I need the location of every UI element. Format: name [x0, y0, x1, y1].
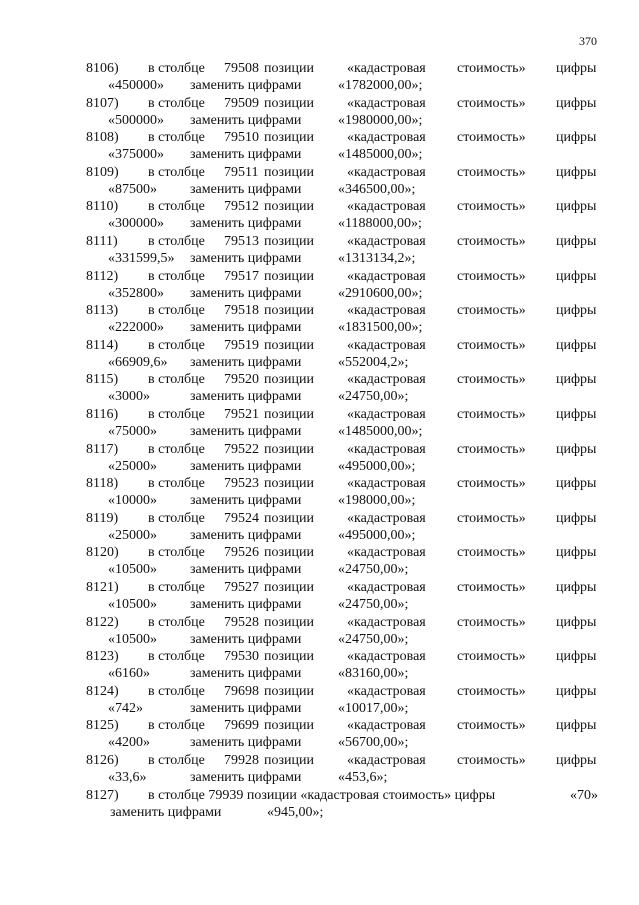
entry-number: 8108): [86, 130, 119, 146]
entry-replace-label: заменить цифрами: [190, 597, 302, 612]
entry-code: 79519: [224, 337, 259, 353]
entry-kadastr-label: «кадастровая: [347, 545, 426, 561]
entry-new-value: «24750,00»;: [338, 389, 409, 405]
entry-replace-label: заменить цифрами: [190, 216, 302, 232]
entry-new-value: «453,6»;: [338, 770, 388, 785]
entry-digits-label: цифры: [556, 303, 597, 319]
entry-in-column: в столбце: [148, 303, 205, 319]
entry-position-label: позиции: [264, 130, 314, 146]
entry-in-column: в столбце: [148, 580, 205, 595]
entry-stoimost-label: стоимость»: [457, 580, 526, 595]
entry-stoimost-label: стоимость»: [457, 718, 526, 734]
entry-in-column: в столбце: [148, 199, 205, 215]
entry-number: 8110): [86, 199, 119, 215]
entry-code: 79698: [224, 683, 259, 699]
entry-number: 8123): [86, 649, 119, 665]
entry-in-column: в столбце: [148, 510, 205, 526]
entry-replace-label: заменить цифрами: [190, 285, 302, 301]
entry-new-value: «495000,00»;: [338, 527, 416, 543]
entry-code: 79523: [224, 476, 259, 492]
entry-code: 79509: [224, 95, 259, 111]
entry-replace-label: заменить цифрами: [190, 112, 302, 128]
entry-in-column: в столбце: [148, 683, 205, 699]
entry-new-value: «2910600,00»;: [338, 285, 423, 301]
entry-code: 79517: [224, 268, 259, 284]
entry-stoimost-label: стоимость»: [457, 407, 526, 422]
amendment-entry: [0, 233, 639, 267]
entry-replace-label: заменить цифрами: [190, 458, 302, 474]
entry-old-value: «66909,6»: [108, 354, 168, 370]
amendment-entry: [0, 164, 639, 198]
amendment-entry: [0, 683, 639, 717]
entry-in-column: в столбце: [148, 372, 205, 388]
entry-digits-label: цифры: [556, 407, 597, 422]
entry-in-column: в столбце: [148, 130, 205, 146]
entry-old-value: «10500»: [108, 631, 157, 647]
amendment-entry: [0, 371, 639, 405]
entry-kadastr-label: «кадастровая: [347, 164, 426, 180]
entry-digits-label: цифры: [556, 164, 597, 180]
entry-stoimost-label: стоимость»: [457, 614, 526, 630]
amendment-entry: [0, 648, 639, 682]
entry-position-label: позиции: [264, 649, 314, 665]
entry-new-value: «346500,00»;: [338, 181, 416, 197]
entry-code: 79521: [224, 407, 259, 422]
entry-kadastr-label: «кадастровая: [347, 441, 426, 457]
entry-replace-label: заменить цифрами: [190, 666, 302, 682]
entry-digits-label: цифры: [556, 545, 597, 561]
entry-new-value: «56700,00»;: [338, 735, 409, 751]
entry-position-label: позиции: [264, 510, 314, 526]
entry-position-label: позиции: [264, 753, 314, 768]
entry-replace-label: заменить цифрами: [190, 78, 302, 93]
entry-new-value: «24750,00»;: [338, 562, 409, 578]
entry-stoimost-label: стоимость»: [457, 372, 526, 388]
amendment-entry: [0, 579, 639, 613]
entry-stoimost-label: стоимость»: [457, 545, 526, 561]
entry-kadastr-label: «кадастровая: [347, 580, 426, 595]
entry-old-value: «352800»: [108, 285, 164, 301]
entry-new-value: «24750,00»;: [338, 597, 409, 612]
entry-number: 8122): [86, 614, 119, 630]
entry-code: 79518: [224, 303, 259, 319]
entry-old-value: «331599,5»: [108, 251, 175, 266]
entry-number: 8126): [86, 753, 119, 768]
entry-old-value: «3000»: [108, 389, 150, 405]
entry-position-label: позиции: [264, 303, 314, 319]
entry-stoimost-label: стоимость»: [457, 95, 526, 111]
entry-position-label: позиции: [264, 545, 314, 561]
entry-code: 79526: [224, 545, 259, 561]
amendment-entry: [0, 302, 639, 336]
entry-code: 79524: [224, 510, 259, 526]
entry-in-column: в столбце: [148, 753, 205, 768]
entry-stoimost-label: стоимость»: [457, 268, 526, 284]
entry-position-label: позиции: [264, 234, 314, 249]
entry-new-value: «1485000,00»;: [338, 147, 423, 163]
entry-code: 79528: [224, 614, 259, 630]
entry-digits-label: цифры: [556, 649, 597, 665]
amendment-entry: [0, 95, 639, 129]
entry-old-value: «25000»: [108, 527, 157, 543]
entry-number: 8127): [86, 787, 119, 803]
entry-digits-label: цифры: [556, 614, 597, 630]
entry-old-value: «33,6»: [108, 770, 147, 785]
entry-stoimost-label: стоимость»: [457, 510, 526, 526]
entry-digits-label: цифры: [556, 753, 597, 768]
entry-old-value: «300000»: [108, 216, 164, 232]
entry-position-label: позиции: [264, 95, 314, 111]
entry-replace-label: заменить цифрами: [190, 147, 302, 163]
amendment-entry: [0, 268, 639, 302]
entry-kadastr-label: «кадастровая: [347, 683, 426, 699]
entry-kadastr-label: «кадастровая: [347, 95, 426, 111]
entry-kadastr-label: «кадастровая: [347, 337, 426, 353]
entry-replace-label: заменить цифрами: [190, 735, 302, 751]
entry-position-label: позиции: [264, 61, 314, 76]
entry-stoimost-label: стоимость»: [457, 164, 526, 180]
entry-old-value: «10500»: [108, 562, 157, 578]
entry-in-column: в столбце: [148, 407, 205, 422]
entry-position-label: позиции: [264, 337, 314, 353]
entry-digits-label: цифры: [556, 510, 597, 526]
entry-in-column: в столбце: [148, 234, 205, 249]
entry-stoimost-label: стоимость»: [457, 234, 526, 249]
entry-old-value: «4200»: [108, 735, 150, 751]
entry-new-value: «1831500,00»;: [338, 320, 423, 336]
entry-stoimost-label: стоимость»: [457, 130, 526, 146]
entry-number: 8107): [86, 95, 119, 111]
entry-kadastr-label: «кадастровая: [347, 130, 426, 146]
entry-old-value: «25000»: [108, 458, 157, 474]
entry-replace-label: заменить цифрами: [190, 389, 302, 405]
entry-line1: в столбце 79939 позиции «кадастровая стоимость» цифры: [148, 787, 496, 803]
entry-replace-label: заменить цифрами: [190, 320, 302, 336]
entry-stoimost-label: стоимость»: [457, 683, 526, 699]
entry-code: 79512: [224, 199, 259, 215]
entry-old-value: «75000»: [108, 424, 157, 439]
entry-code: 79511: [224, 164, 259, 180]
entry-old-value: «222000»: [108, 320, 164, 336]
entry-code: 79510: [224, 130, 259, 146]
entry-stoimost-label: стоимость»: [457, 476, 526, 492]
entry-kadastr-label: «кадастровая: [347, 753, 426, 768]
entry-number: 8121): [86, 580, 119, 595]
entry-stoimost-label: стоимость»: [457, 441, 526, 457]
entry-digits-label: цифры: [556, 268, 597, 284]
amendment-entry: [0, 752, 639, 786]
entry-digits-label: цифры: [556, 441, 597, 457]
entry-kadastr-label: «кадастровая: [347, 407, 426, 422]
entry-new-value: «552004,2»;: [338, 354, 409, 370]
entry-number: 8120): [86, 545, 119, 561]
entry-code: 79513: [224, 234, 259, 249]
entry-code: 79520: [224, 372, 259, 388]
entry-in-column: в столбце: [148, 614, 205, 630]
entry-digits-label: цифры: [556, 234, 597, 249]
entry-number: 8119): [86, 510, 119, 526]
entry-old-value: «10000»: [108, 493, 157, 509]
entry-replace-label: заменить цифрами: [190, 527, 302, 543]
entry-stoimost-label: стоимость»: [457, 199, 526, 215]
entry-code: 79508: [224, 61, 259, 76]
entry-new-value: «198000,00»;: [338, 493, 416, 509]
entry-kadastr-label: «кадастровая: [347, 303, 426, 319]
entry-code: 79699: [224, 718, 259, 734]
entry-kadastr-label: «кадастровая: [347, 199, 426, 215]
entry-in-column: в столбце: [148, 164, 205, 180]
entry-stoimost-label: стоимость»: [457, 649, 526, 665]
amendment-entry: [0, 198, 639, 232]
entry-digits-label: цифры: [556, 718, 597, 734]
entry-in-column: в столбце: [148, 441, 205, 457]
entry-number: 8118): [86, 476, 119, 492]
amendment-entry: [0, 475, 639, 509]
entry-kadastr-label: «кадастровая: [347, 649, 426, 665]
entry-old-value: «500000»: [108, 112, 164, 128]
entry-in-column: в столбце: [148, 476, 205, 492]
amendment-entry-last: [0, 787, 639, 821]
entry-code: 79928: [224, 753, 259, 768]
entry-position-label: позиции: [264, 614, 314, 630]
entry-in-column: в столбце: [148, 545, 205, 561]
entry-replace-label: заменить цифрами: [190, 424, 302, 439]
entry-replace-label: заменить цифрами: [190, 770, 302, 785]
entry-old-value: «375000»: [108, 147, 164, 163]
amendment-entry: [0, 337, 639, 371]
entry-replace-label: заменить цифрами: [110, 804, 222, 820]
entry-new-value: «1313134,2»;: [338, 251, 416, 266]
entry-in-column: в столбце: [148, 649, 205, 665]
entry-new-value: «1188000,00»;: [338, 216, 422, 232]
entry-digits-label: цифры: [556, 130, 597, 146]
entry-code: 79530: [224, 649, 259, 665]
entry-kadastr-label: «кадастровая: [347, 476, 426, 492]
entry-kadastr-label: «кадастровая: [347, 61, 426, 76]
entry-number: 8113): [86, 303, 119, 319]
amendment-entry: [0, 406, 639, 440]
entry-replace-label: заменить цифрами: [190, 181, 302, 197]
entry-in-column: в столбце: [148, 95, 205, 111]
entry-in-column: в столбце: [148, 337, 205, 353]
amendment-entry: [0, 510, 639, 544]
entry-number: 8112): [86, 268, 119, 284]
entry-new-value: «1485000,00»;: [338, 424, 423, 439]
entry-new-value: «24750,00»;: [338, 631, 409, 647]
entry-position-label: позиции: [264, 164, 314, 180]
entry-position-label: позиции: [264, 580, 314, 595]
entry-old-value: «742»: [108, 700, 143, 716]
entry-old-value: «450000»: [108, 78, 164, 93]
entry-old-value: «70»: [570, 787, 598, 803]
entry-old-value: «10500»: [108, 597, 157, 612]
entry-new-value: «495000,00»;: [338, 458, 416, 474]
entry-position-label: позиции: [264, 268, 314, 284]
entry-digits-label: цифры: [556, 337, 597, 353]
entry-in-column: в столбце: [148, 268, 205, 284]
entry-new-value: «1782000,00»;: [338, 78, 423, 93]
entry-replace-label: заменить цифрами: [190, 700, 302, 716]
entry-digits-label: цифры: [556, 683, 597, 699]
entry-number: 8115): [86, 372, 119, 388]
entry-in-column: в столбце: [148, 61, 205, 76]
entry-replace-label: заменить цифрами: [190, 493, 302, 509]
entry-stoimost-label: стоимость»: [457, 303, 526, 319]
entry-replace-label: заменить цифрами: [190, 354, 302, 370]
entry-code: 79522: [224, 441, 259, 457]
entry-position-label: позиции: [264, 476, 314, 492]
entry-replace-label: заменить цифрами: [190, 562, 302, 578]
entry-number: 8125): [86, 718, 119, 734]
entry-digits-label: цифры: [556, 95, 597, 111]
entry-new-value: «10017,00»;: [338, 700, 409, 716]
entry-code: 79527: [224, 580, 259, 595]
amendment-entry: [0, 441, 639, 475]
entry-replace-label: заменить цифрами: [190, 631, 302, 647]
amendment-entry: [0, 129, 639, 163]
entry-stoimost-label: стоимость»: [457, 753, 526, 768]
entry-number: 8116): [86, 407, 119, 422]
entry-number: 8117): [86, 441, 119, 457]
entry-old-value: «6160»: [108, 666, 150, 682]
entry-kadastr-label: «кадастровая: [347, 234, 426, 249]
amendment-entry: [0, 614, 639, 648]
entry-number: 8111): [86, 234, 118, 249]
entry-old-value: «87500»: [108, 181, 157, 197]
entry-digits-label: цифры: [556, 61, 597, 76]
entry-digits-label: цифры: [556, 199, 597, 215]
entry-stoimost-label: стоимость»: [457, 337, 526, 353]
entry-position-label: позиции: [264, 199, 314, 215]
entry-position-label: позиции: [264, 683, 314, 699]
entry-number: 8109): [86, 164, 119, 180]
page-number: 370: [579, 34, 597, 48]
amendment-entry: [0, 544, 639, 578]
entry-number: 8114): [86, 337, 119, 353]
entry-position-label: позиции: [264, 407, 314, 422]
entry-kadastr-label: «кадастровая: [347, 510, 426, 526]
entry-new-value: «1980000,00»;: [338, 112, 423, 128]
entry-digits-label: цифры: [556, 580, 597, 595]
entry-new-value: «945,00»;: [267, 804, 324, 820]
entry-stoimost-label: стоимость»: [457, 61, 526, 76]
entry-digits-label: цифры: [556, 476, 597, 492]
entry-position-label: позиции: [264, 372, 314, 388]
entry-replace-label: заменить цифрами: [190, 251, 302, 266]
entry-kadastr-label: «кадастровая: [347, 718, 426, 734]
entry-kadastr-label: «кадастровая: [347, 372, 426, 388]
entry-in-column: в столбце: [148, 718, 205, 734]
entry-number: 8106): [86, 61, 119, 76]
entry-new-value: «83160,00»;: [338, 666, 409, 682]
amendment-entry: [0, 717, 639, 751]
entry-position-label: позиции: [264, 718, 314, 734]
entry-position-label: позиции: [264, 441, 314, 457]
amendment-entry: [0, 60, 639, 94]
entry-kadastr-label: «кадастровая: [347, 614, 426, 630]
entry-digits-label: цифры: [556, 372, 597, 388]
entry-number: 8124): [86, 683, 119, 699]
entry-kadastr-label: «кадастровая: [347, 268, 426, 284]
